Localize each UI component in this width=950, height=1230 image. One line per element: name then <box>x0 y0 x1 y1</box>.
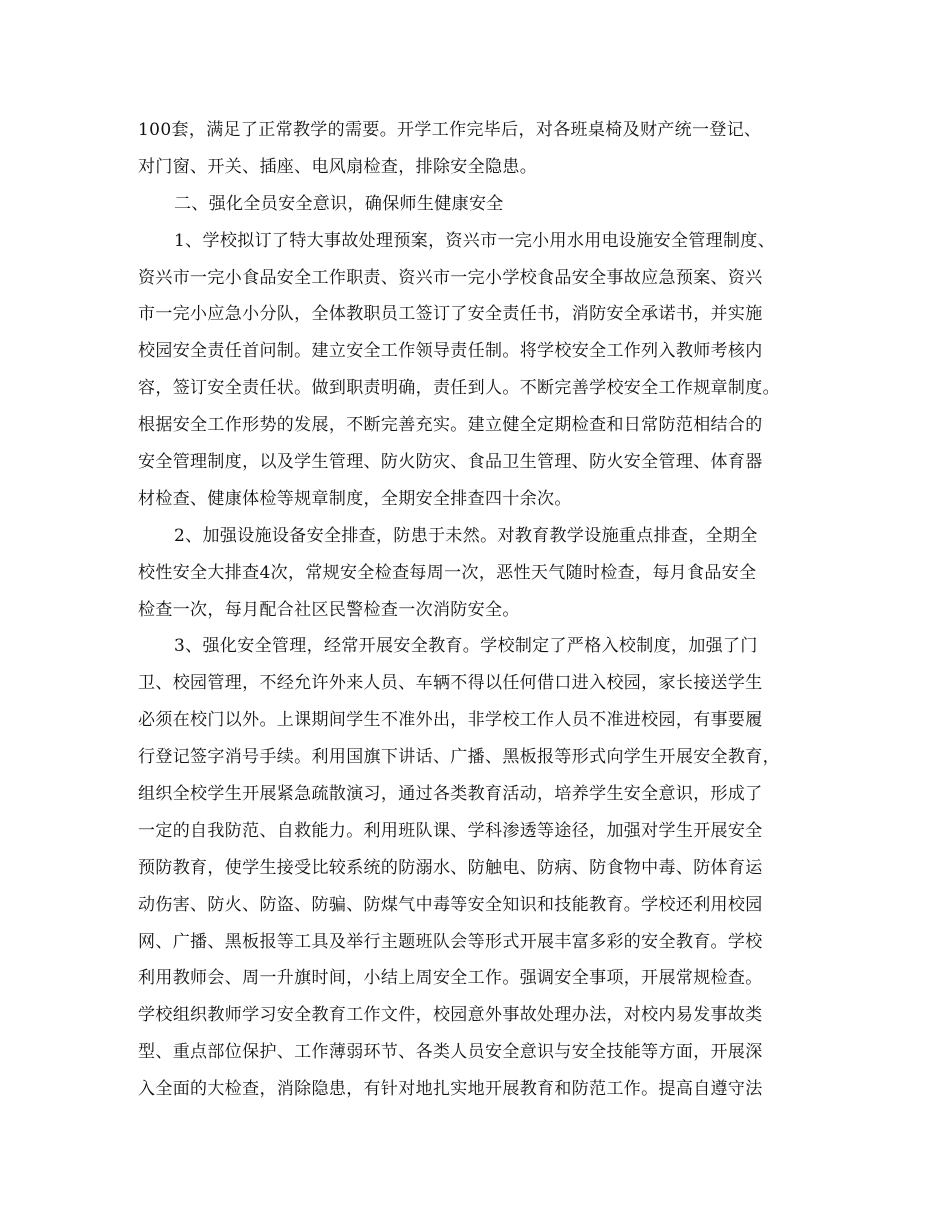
text-line: 根据安全工作形势的发展，不断完善充实。建立健全定期检查和日常防范相结合的 <box>138 415 763 436</box>
text-line: 卫、校园管理，不经允许外来人员、车辆不得以任何借口进入校园，家长接送学生 <box>138 673 763 694</box>
text-line: 组织全校学生开展紧急疏散演习，通过各类教育活动，培养学生安全意识，形成了 <box>138 784 763 805</box>
paragraph-start-line: 2、加强设施设备安全排查，防患于未然。对教育教学设施重点排查，全期全 <box>174 525 758 546</box>
text-line: 100套，满足了正常教学的需要。开学工作完毕后，对各班桌椅及财产统一登记、 <box>138 120 762 140</box>
text-line: 网、广播、黑板报等工具及举行主题班队会等形式开展丰富多彩的安全教育。学校 <box>138 931 763 952</box>
text-line: 必须在校门以外。上课期间学生不准外出，非学校工作人员不准进校园，有事要履 <box>138 710 763 731</box>
paragraph-start-line: 3、强化安全管理，经常开展安全教育。学校制定了严格入校制度，加强了门 <box>174 636 758 657</box>
text-line: 对门窗、开关、插座、电风扇检查，排除安全隐患。 <box>138 156 538 177</box>
text-line: 动伤害、防火、防盗、防骗、防煤气中毒等安全知识和技能教育。学校还利用校园 <box>138 894 763 915</box>
text-line: 资兴市一完小食品安全工作职责、资兴市一完小学校食品安全事故应急预案、资兴 <box>138 267 763 288</box>
text-line: 型、重点部位保护、工作薄弱环节、各类人员安全意识与安全技能等方面，开展深 <box>138 1042 763 1063</box>
text-line: 材检查、健康体检等规章制度，全期安全排查四十余次。 <box>138 488 572 509</box>
paragraph-start-line: 1、学校拟订了特大事故处理预案，资兴市一完小用水用电设施安全管理制度、 <box>174 230 776 251</box>
document-body <box>138 112 818 1108</box>
text-line: 预防教育，使学生接受比较系统的防溺水、防触电、防病、防食物中毒、防体育运 <box>138 857 763 878</box>
text-line: 容，签订安全责任状。做到职责明确，责任到人。不断完善学校安全工作规章制度。 <box>138 378 780 399</box>
text-line: 学校组织教师学习安全教育工作文件，校园意外事故处理办法，对校内易发事故类 <box>138 1005 763 1026</box>
text-line: 市一完小应急小分队，全体教职员工签订了安全责任书，消防安全承诺书，并实施 <box>138 304 763 325</box>
text-line: 检查一次，每月配合社区民警检查一次消防安全。 <box>138 599 520 620</box>
section-heading: 二、强化全员安全意识，确保师生健康安全 <box>174 193 504 214</box>
text-line: 一定的自我防范、自救能力。利用班队课、学科渗透等途径，加强对学生开展安全 <box>138 820 763 841</box>
text-line: 校园安全责任首问制。建立安全工作领导责任制。将学校安全工作列入教师考核内 <box>138 341 763 362</box>
text-line: 安全管理制度，以及学生管理、防火防灾、食品卫生管理、防火安全管理、体育器 <box>138 452 763 473</box>
text-line: 利用教师会、周一升旗时间，小结上周安全工作。强调安全事项，开展常规检查。 <box>138 968 763 989</box>
text-line: 行登记签字消号手续。利用国旗下讲话、广播、黑板报等形式向学生开展安全教育， <box>138 747 780 768</box>
text-line: 校性安全大排查4次，常规安全检查每周一次，恶性天气随时检查，每月食品安全 <box>138 562 757 583</box>
text-line: 入全面的大检查，消除隐患，有针对地扎实地开展教育和防范工作。提高自遵守法 <box>138 1079 763 1100</box>
